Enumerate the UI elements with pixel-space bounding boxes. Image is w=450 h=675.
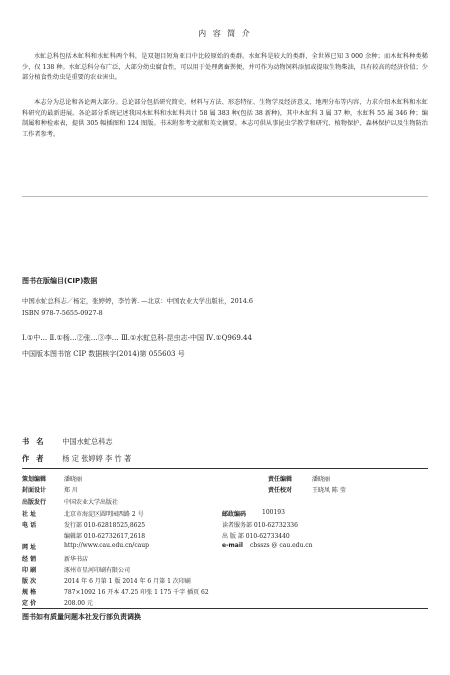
proofreader-label: 责任校对 [268, 487, 293, 494]
edition-label: 版 次 [22, 578, 37, 585]
publishing-dept: 出 版 部 010-62733440 [222, 533, 290, 540]
book-title-label: 书名 [22, 437, 51, 446]
postcode: 100193 [262, 509, 285, 516]
printer-label: 印 刷 [22, 567, 37, 574]
address: 北京市海淀区圆明园西路 2 号 [64, 511, 144, 518]
price: 208.00 元 [64, 600, 93, 607]
edition: 2014 年 6 月第 1 版 2014 年 6 月第 1 次印刷 [64, 578, 191, 585]
cip-line-citation: 中国水虻总科志／杨定，张婷婷，李竹著. —北京：中国农业大学出版社，2014.6 [22, 297, 253, 305]
distributor: 新华书店 [64, 556, 89, 563]
intro-title: 内 容 简 介 [198, 29, 252, 38]
cover-design: 郑 川 [64, 487, 78, 494]
email-label: e-mail [222, 542, 243, 549]
format: 787×1092 16 开本 47.25 印张 1 175 千字 插页 62 [64, 589, 209, 596]
phone-label: 电 话 [22, 522, 37, 529]
web-label: 网 址 [22, 544, 37, 551]
intro-paragraph-2: 本志分为总论和各论两大部分。总论部分包括研究简史、材料与方法、形态特征、生物学及经济意义、地理分布等内容，力求介绍木虻科和水虻科研究的最新进展。各论部分系统记述我国木虻科和水虻科共计 58 属 383 种(包括 38 新种)，其中木虻科 3 属 37 种，水虻科 55 属 346 种；编制属和种检索表，提供 305 幅插图和 124 图版。书末附参考文献和英文摘要。本志可供从事昆虫学教学和研究、植物保护、森林保护以及生物防治工作者参考。 [22, 99, 428, 138]
divider [22, 468, 428, 469]
email-link[interactable]: cbsszs @ cau.edu.cn [250, 542, 313, 549]
book-authors-label: 作者 [22, 454, 51, 463]
postcode-label: 邮政编码 [222, 511, 247, 518]
publisher-label: 出版发行 [22, 499, 47, 506]
responsible-editor-label: 责任编辑 [268, 476, 293, 483]
cip-heading: 图书在版编目(CIP)数据 [22, 277, 98, 285]
price-label: 定 价 [22, 598, 62, 607]
distributor-label: 经 销 [22, 556, 37, 563]
divider [22, 196, 428, 197]
publisher: 中国农业大学出版社 [64, 499, 119, 506]
responsible-editor: 潘晓丽 [312, 476, 331, 483]
cip-line-record-number: 中国版本图书馆 CIP 数据核字(2014)第 055603 号 [22, 350, 185, 358]
cip-line-classification: Ⅰ.①中… Ⅱ.①杨…②张…③李… Ⅲ.①水虻总科-昆虫志-中国 Ⅳ.①Q969.44 [22, 334, 252, 342]
book-title-row [22, 437, 113, 447]
printer: 涿州市星河印刷有限公司 [64, 567, 131, 574]
book-authors: 杨 定 张婷婷 李 竹 著 [62, 454, 132, 463]
cip-line-isbn: ISBN 978-7-5655-0927-8 [22, 309, 103, 317]
proofreader: 王晓凤 陈 莹 [312, 487, 346, 494]
planning-editor-label: 策划编辑 [22, 476, 47, 483]
quality-notice: 图书如有质量问题本社发行部负责调换 [22, 613, 141, 621]
book-title: 中国水虻总科志 [62, 437, 113, 446]
address-label: 社 址 [22, 511, 37, 518]
phone-sales: 发行部 010-62818525,8625 [64, 522, 146, 529]
format-label: 规 格 [22, 589, 37, 596]
intro-paragraph-1: 水虻总科包括木虻科和水虻科两个科，是双翅目短角亚目中比较原始的类群。水虻科是较大的类群，全世界已知 3 000 余种；而木虻科种类稀少，仅 138 种。水虻总科分布广泛，大部分幼虫腐食性，可以用于处理禽畜粪便，并可作为动物饲料添加或提取生物柴油，具有较高的经济价值；少部分植食性幼虫是重要的农业害虫。 [22, 53, 428, 82]
planning-editor: 潘晓丽 [64, 476, 83, 483]
cover-design-label: 封面设计 [22, 487, 47, 494]
phone-editorial: 编辑部 010-62732617,2618 [64, 533, 146, 540]
web-link[interactable]: http://www.cau.edu.cn/caup [64, 542, 149, 549]
divider [22, 608, 428, 609]
book-authors-row [22, 454, 131, 464]
reader-service: 读者服务部 010-62732336 [222, 522, 298, 529]
